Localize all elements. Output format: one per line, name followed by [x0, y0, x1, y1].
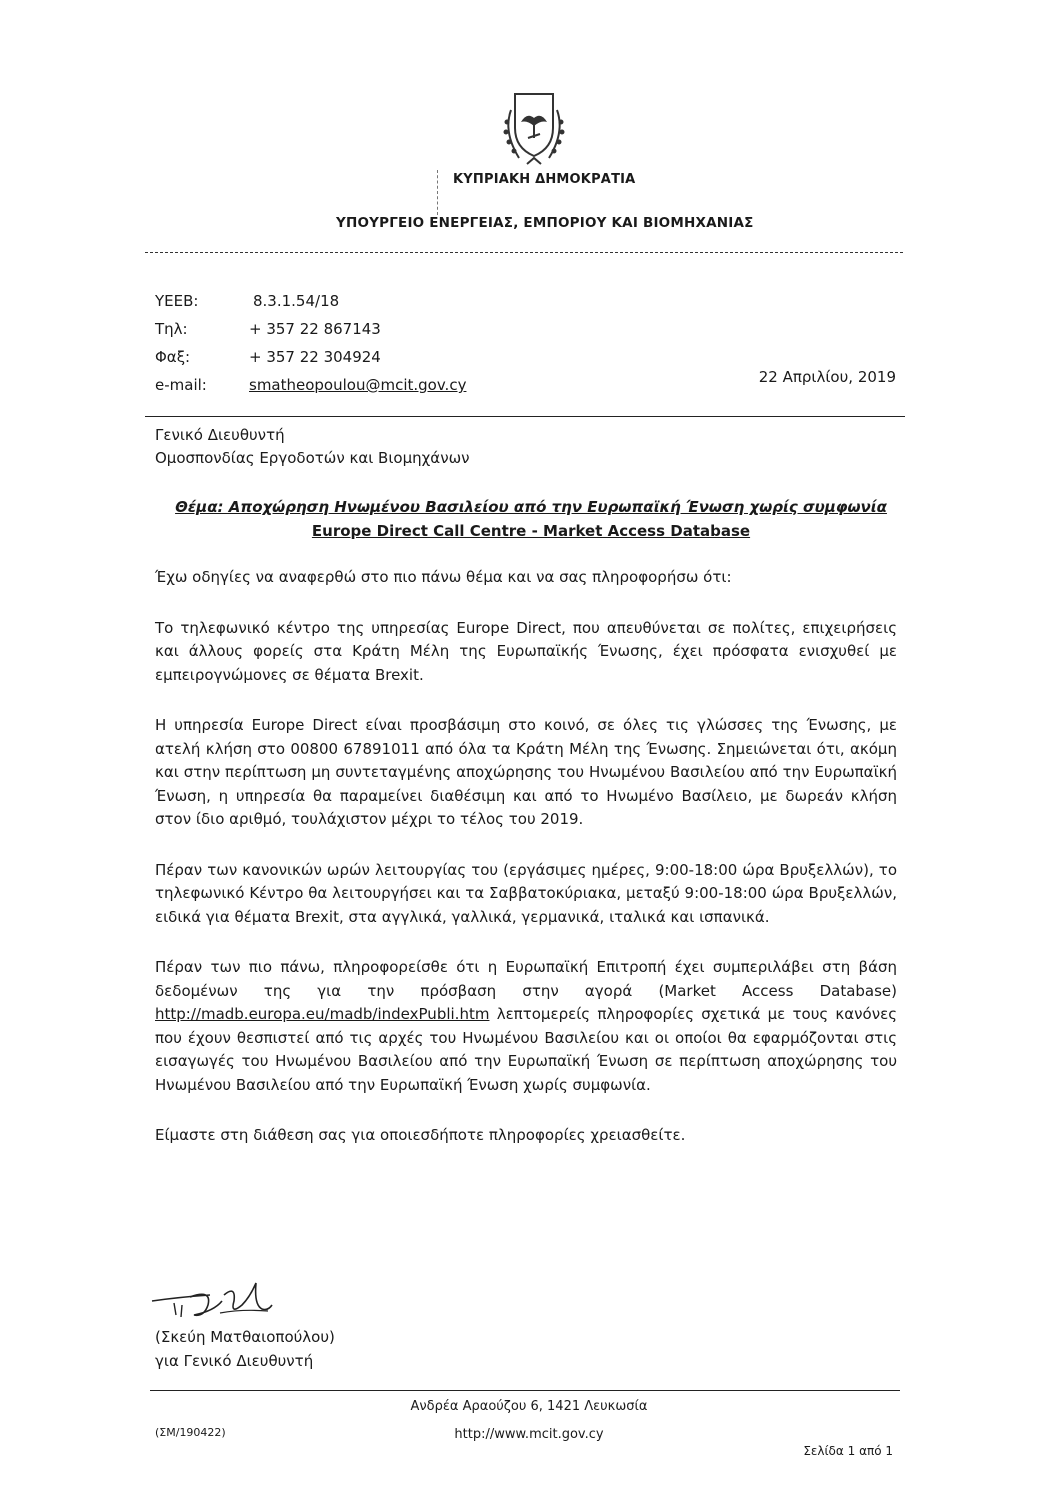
madb-link[interactable]: http://madb.europa.eu/madb/indexPubli.htm: [155, 1005, 490, 1023]
subject-line: Θέμα: Αποχώρηση Ηνωμένου Βασιλείου από την Ευρωπαϊκή Ένωση χωρίς συμφωνία: [175, 498, 887, 516]
signer-name: (Σκεύη Ματθαιοπούλου): [155, 1328, 335, 1346]
footer-divider: [150, 1390, 900, 1391]
fax-value: + 357 22 304924: [249, 348, 381, 366]
phone-label: Τηλ:: [155, 320, 188, 338]
coat-of-arms-emblem: [497, 88, 571, 172]
database-text-after: λεπτομερείς πληροφορίες σχετικά με τους κανόνες που έχουν θεσπιστεί από τις αρχές του Ηνωμένου Βασιλείου και οι οποίοι θα εφαρμόζονται στις εισαγωγές του Ηνωμένου Βασιλείου από την Ευρωπαϊκή Ένωση σε περίπτωση αποχώρησης του Ηνωμένου Βασιλείου από την Ευρωπαϊκή Ένωση χωρίς συμφωνία.: [155, 1005, 897, 1094]
recipient-block: [155, 424, 470, 470]
signer-role: για Γενικό Διευθυντή: [155, 1352, 314, 1370]
subject-subline: Europe Direct Call Centre - Market Access Database: [311, 522, 751, 540]
ministry-title: ΥΠΟΥΡΓΕΙΟ ΕΝΕΡΓΕΙΑΣ, ΕΜΠΟΡΙΟΥ ΚΑΙ ΒΙΟΜΗΧΑΝΙΑΣ: [336, 215, 754, 231]
letter-body: [155, 566, 897, 1175]
recipient-divider: [145, 416, 905, 417]
recipient-organization: Ομοσπονδίας Εργοδοτών και Βιομηχάνων: [155, 449, 470, 467]
phone-value: + 357 22 867143: [249, 320, 381, 338]
email-label: e-mail:: [155, 376, 207, 394]
body-paragraph-access: Η υπηρεσία Europe Direct είναι προσβάσιμη στο κοινό, σε όλες τις γλώσσες της Ένωσης, με ατελή κλήση στο 00800 67891011 από όλα τα Κράτη Μέλη της Ένωσης. Σημειώνεται ότι, ακόμη και στην περίπτωση μη συντεταγμένης αποχώρησης του Ηνωμένου Βασιλείου από την Ευρωπαϊκή Ένωση, η υπηρεσία θα παραμείνει διαθέσιμη και από το Ηνωμένο Βασίλειο, με δωρεάν κλήση στον ίδιο αριθμό, τουλάχιστον μέχρι το τέλος του 2019.: [155, 716, 897, 828]
database-text-before: Πέραν των πιο πάνω, πληροφορείσθε ότι η Ευρωπαϊκή Επιτροπή έχει συμπεριλάβει στη βάση δεδομένων της για την πρόσβαση στην αγορά (Market Access Database): [155, 958, 897, 1000]
republic-title: ΚΥΠΡΙΑΚΗ ΔΗΜΟΚΡΑΤΙΑ: [453, 172, 636, 187]
fax-label: Φαξ:: [155, 348, 191, 366]
body-paragraph-call-centre: Το τηλεφωνικό κέντρο της υπηρεσίας Europe Direct, που απευθύνεται σε πολίτες, επιχειρήσεις και άλλους φορείς στα Κράτη Μέλη της Ευρωπαϊκής Ένωσης, έχει πρόσφατα ενισχυθεί με εμπειρογνώμονες σε θέματα Brexit.: [155, 618, 897, 684]
signer-block: [155, 1325, 335, 1373]
reference-block: [155, 287, 466, 399]
page-number: Σελίδα 1 από 1: [803, 1444, 893, 1458]
handwritten-signature: [150, 1275, 275, 1325]
body-paragraph-closing: Είμαστε στη διάθεση σας για οποιεσδήποτε πληροφορίες χρειασθείτε.: [155, 1126, 686, 1144]
reference-label: ΥΕΕΒ:: [155, 292, 199, 310]
scan-artifact-line: [437, 170, 438, 215]
fax-row: [155, 343, 466, 371]
email-link[interactable]: smatheopoulou@mcit.gov.cy: [249, 376, 467, 394]
email-row: [155, 371, 466, 399]
letter-date: 22 Απριλίου, 2019: [758, 368, 896, 386]
body-paragraph-intro: Έχω οδηγίες να αναφερθώ στο πιο πάνω θέμα και να σας πληροφορήσω ότι:: [155, 568, 732, 586]
phone-row: [155, 315, 466, 343]
footer-address: Ανδρέα Αραούζου 6, 1421 Λευκωσία: [410, 1399, 648, 1414]
reference-row: [155, 287, 466, 315]
reference-value: 8.3.1.54/18: [253, 292, 340, 310]
subject-block: [155, 495, 907, 543]
body-paragraph-database: [155, 956, 897, 1097]
body-paragraph-hours: Πέραν των κανονικών ωρών λειτουργίας του (εργάσιμες ημέρες, 9:00-18:00 ώρα Βρυξελλών), το τηλεφωνικό Κέντρο θα λειτουργήσει και τα Σαββατοκύριακα, μεταξύ 9:00-18:00 ώρα Βρυξελλών, ειδικά για θέματα Brexit, στα αγγλικά, γαλλικά, γερμανικά, ιταλικά και ισπανικά.: [155, 860, 897, 926]
document-reference: (ΣΜ/190422): [155, 1426, 226, 1439]
header-divider: [145, 252, 903, 253]
footer-website-link[interactable]: http://www.mcit.gov.cy: [454, 1427, 604, 1442]
recipient-title: Γενικό Διευθυντή: [155, 426, 285, 444]
